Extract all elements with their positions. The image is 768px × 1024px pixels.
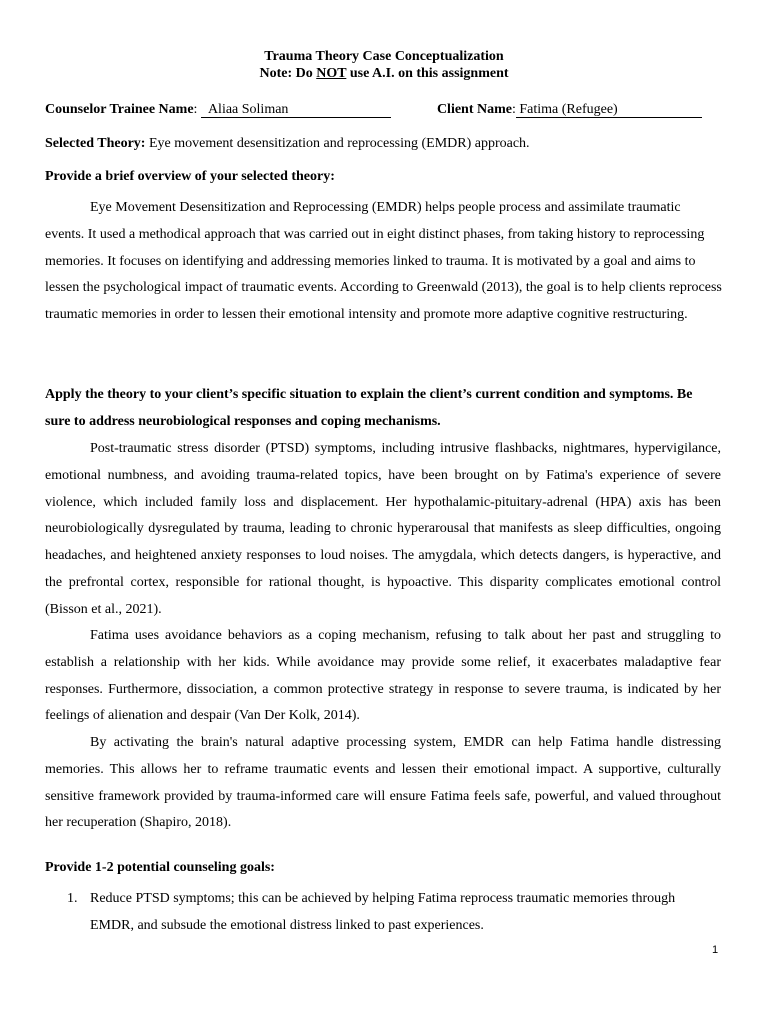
apply-heading: Apply the theory to your client’s specific situation to explain the client’s current condition and symptoms. Be sure to address neurobiological responses and coping mechanisms. (45, 387, 693, 429)
client-label: Client Name (436, 102, 512, 117)
apply-paragraph-1: Post-traumatic stress disorder (PTSD) symptoms, including intrusive flashbacks, nightmares, hypervigilance, emotional numbness, and avoiding trauma-related topics, have been brought on by Fatima's experience of severe violence, which included family loss and displacement. Her hypothalamic-pituitary-adrenal (HPA) axis has been neurobiologically dysregulated by trauma, leading to chronic hyperarousal that manifests as sleep difficulties, ongoing headaches, and heightened anxiety responses to loud noises. The amygdala, which detects dangers, is hyperactive, and the prefrontal cortex, responsible for rational thought, is hypoactive. This disparity complicates emotional control (Bisson et al., 2021). (45, 441, 721, 617)
name-fields-row: Counselor Trainee Name: Aliaa Soliman Client Name: Fatima (Refugee) (45, 101, 725, 118)
assignment-note (0, 65, 768, 82)
overview-heading: Provide a brief overview of your selected theory: (45, 169, 335, 184)
note-suffix: use A.I. on this assignment (346, 66, 509, 81)
client-name-field (516, 102, 702, 118)
document-title: Trauma Theory Case Conceptualization (264, 49, 504, 64)
apply-paragraph-2: Fatima uses avoidance behaviors as a coping mechanism, refusing to talk about her past and struggling to establish a relationship with her kids. While avoidance may provide some relief, it exacerbates maladaptive fear responses. Furthermore, dissociation, a common protective strategy in response to severe trauma, is indicated by her feelings of alienation and despair (Van Der Kolk, 2014). (45, 628, 721, 724)
theory-label: Selected Theory: (45, 136, 146, 151)
goals-heading: Provide 1-2 potential counseling goals: (45, 860, 275, 875)
goal-number: 1. (67, 891, 78, 906)
counselor-name-value: Aliaa Soliman (207, 102, 289, 117)
counselor-name-field (201, 102, 391, 118)
note-emphasis: NOT (316, 66, 347, 81)
note-prefix: Note: Do (259, 66, 317, 81)
selected-theory-line (45, 135, 723, 152)
overview-paragraph: Eye Movement Desensitization and Reprocessing (EMDR) helps people process and assimilate traumatic events. It used a methodical approach that was carried out in eight distinct phases, from taking history to reprocessing memories. It focuses on identifying and addressing memories linked to trauma. It is motivated by a goal and aims to lessen the psychological impact of traumatic events. According to Greenwald (2013), the goal is to help clients reprocess traumatic memories in order to lessen their emotional intensity and promote more adaptive cognitive restructuring. (45, 200, 722, 323)
counselor-label: Counselor Trainee Name (45, 102, 194, 117)
theory-value: Eye movement desensitization and reprocessing (EMDR) approach. (145, 136, 530, 151)
goal-text: Reduce PTSD symptoms; this can be achieved by helping Fatima reprocess traumatic memories through EMDR, and subsude the emotional distress linked to past experiences. (90, 891, 676, 933)
page-number: 1 (712, 944, 719, 956)
apply-paragraph-3: By activating the brain's natural adaptive processing system, EMDR can help Fatima handle distressing memories. This allows her to reframe traumatic events and lessen their emotional impact. A supportive, culturally sensitive framework provided by trauma-informed care will ensure Fatima feels safe, powerful, and valued throughout her recuperation (Shapiro, 2018). (45, 735, 721, 831)
client-name-value: Fatima (Refugee) (519, 102, 618, 117)
